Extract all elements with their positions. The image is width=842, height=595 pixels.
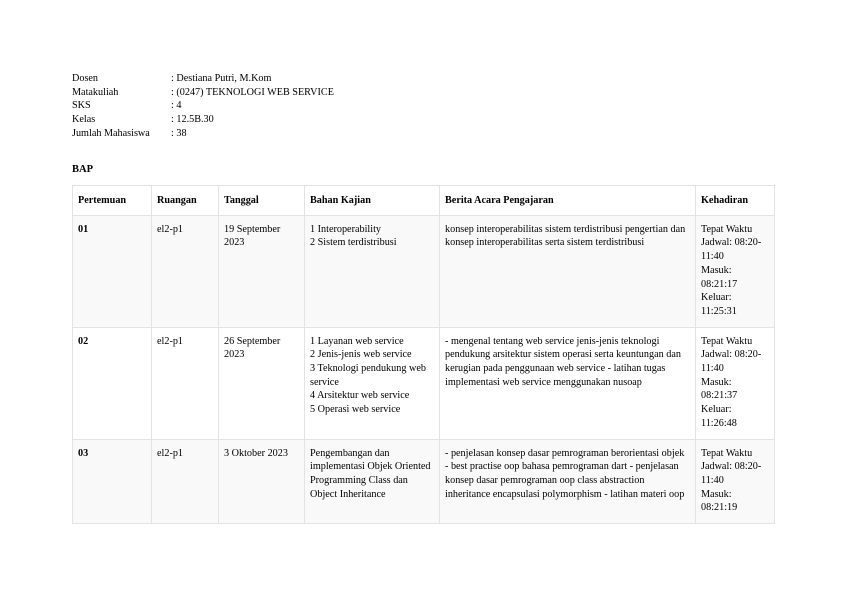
column-header-pertemuan: Pertemuan bbox=[73, 186, 152, 216]
column-header-tanggal: Tanggal bbox=[219, 186, 305, 216]
info-label: Kelas bbox=[72, 114, 96, 126]
section-title: BAP bbox=[72, 164, 93, 175]
info-row-jumlah-mahasiswa bbox=[72, 127, 334, 141]
info-label: Matakuliah bbox=[72, 86, 119, 98]
cell-tanggal: 26 September 2023 bbox=[219, 327, 305, 439]
table-row bbox=[73, 327, 775, 439]
info-value: : 12.5B.30 bbox=[171, 114, 214, 126]
cell-bahan-kajian: 1 Interoperability 2 Sistem terdistribusi bbox=[305, 215, 440, 327]
cell-ruangan: el2-p1 bbox=[152, 327, 219, 439]
cell-bahan-kajian: 1 Layanan web service 2 Jenis-jenis web service 3 Teknologi pendukung web service 4 Arsitektur web service 5 Operasi web service bbox=[305, 327, 440, 439]
course-info bbox=[72, 72, 334, 141]
column-header-bahan-kajian: Bahan Kajian bbox=[305, 186, 440, 216]
info-row-matakuliah bbox=[72, 86, 334, 100]
info-value: : 4 bbox=[171, 100, 182, 112]
bap-table bbox=[72, 185, 775, 524]
cell-tanggal: 19 September 2023 bbox=[219, 215, 305, 327]
info-row-sks bbox=[72, 99, 334, 113]
cell-tanggal: 3 Oktober 2023 bbox=[219, 439, 305, 524]
cell-pertemuan: 01 bbox=[73, 215, 152, 327]
cell-kehadiran: Tepat Waktu Jadwal: 08:20-11:40 Masuk: 08:21:37 Keluar: 11:26:48 bbox=[696, 327, 775, 439]
cell-pertemuan: 02 bbox=[73, 327, 152, 439]
table-row bbox=[73, 215, 775, 327]
info-label: Jumlah Mahasiswa bbox=[72, 127, 150, 139]
info-row-dosen bbox=[72, 72, 334, 86]
cell-kehadiran: Tepat Waktu Jadwal: 08:20-11:40 Masuk: 08:21:17 Keluar: 11:25:31 bbox=[696, 215, 775, 327]
info-row-kelas bbox=[72, 113, 334, 127]
column-header-berita-acara: Berita Acara Pengajaran bbox=[440, 186, 696, 216]
info-label: SKS bbox=[72, 100, 91, 112]
cell-bahan-kajian: Pengembangan dan implementasi Objek Oriented Programming Class dan Object Inheritance bbox=[305, 439, 440, 524]
cell-pertemuan: 03 bbox=[73, 439, 152, 524]
cell-ruangan: el2-p1 bbox=[152, 215, 219, 327]
column-header-ruangan: Ruangan bbox=[152, 186, 219, 216]
cell-ruangan: el2-p1 bbox=[152, 439, 219, 524]
table-header-row bbox=[73, 186, 775, 216]
info-value: : (0247) TEKNOLOGI WEB SERVICE bbox=[171, 86, 334, 98]
info-value: : Destiana Putri, M.Kom bbox=[171, 73, 272, 84]
cell-kehadiran: Tepat Waktu Jadwal: 08:20-11:40 Masuk: 08:21:19 bbox=[696, 439, 775, 524]
cell-berita-acara: - mengenal tentang web service jenis-jenis teknologi pendukung arsitektur sistem operasi serta keuntungan dan kerugian pada penggunaan web service - latihan tugas implementasi web service menggunakan nusoap bbox=[440, 327, 696, 439]
cell-berita-acara: konsep interoperabilitas sistem terdistribusi pengertian dan konsep interoperabilitas serta sistem terdistribusi bbox=[440, 215, 696, 327]
table-row bbox=[73, 439, 775, 524]
column-header-kehadiran: Kehadiran bbox=[696, 186, 775, 216]
cell-berita-acara: - penjelasan konsep dasar pemrograman berorientasi objek - best practise oop bahasa pemrograman dart - penjelasan konsep dasar pemrograman oop class abstraction inheritance encapsulasi polymorphism - latihan materi oop bbox=[440, 439, 696, 524]
info-value: : 38 bbox=[171, 127, 187, 139]
info-label: Dosen bbox=[72, 73, 99, 84]
